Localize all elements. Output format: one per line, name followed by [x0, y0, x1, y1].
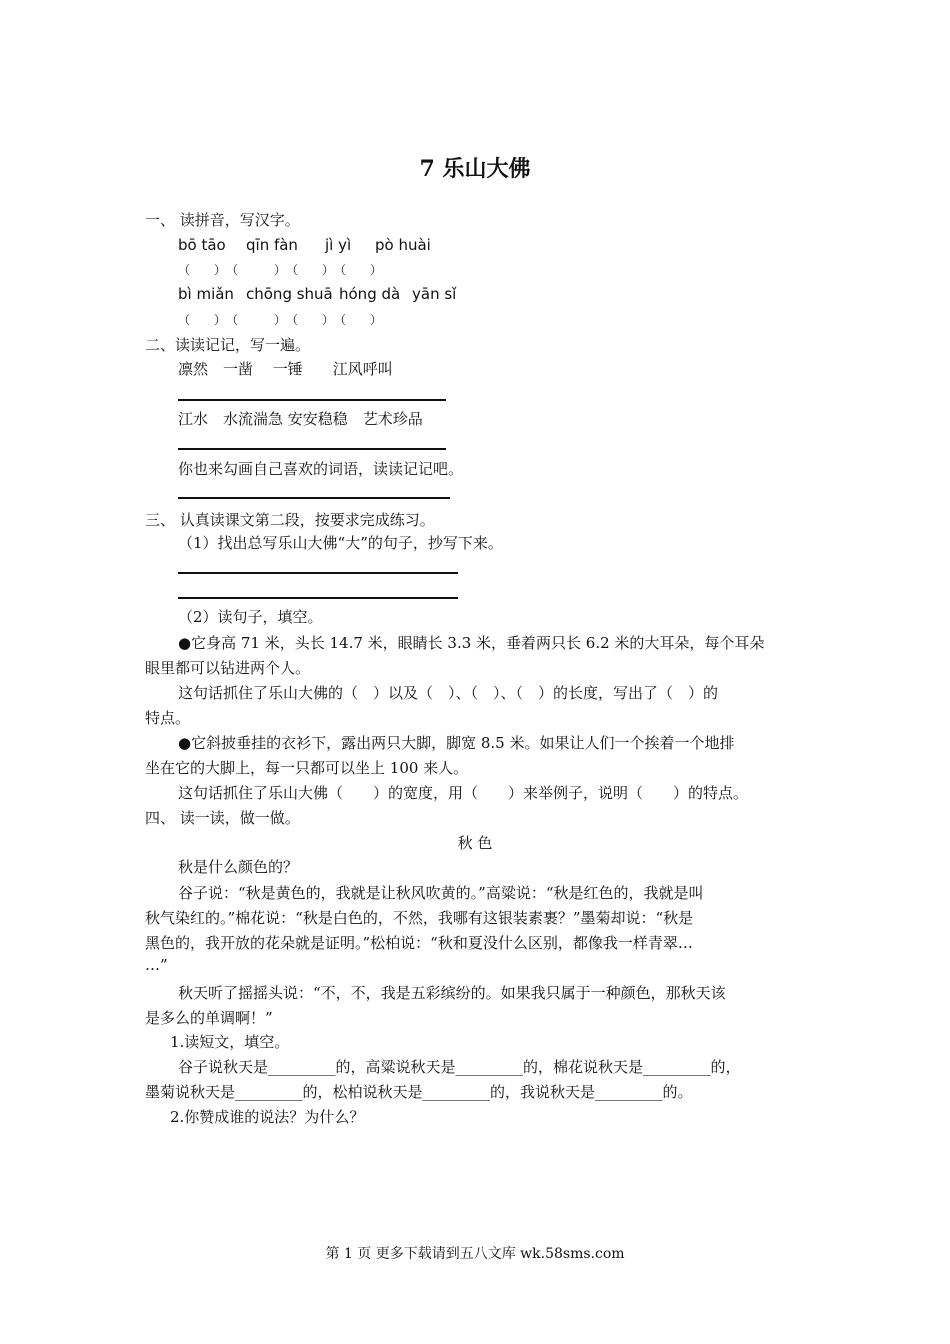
- page-footer: 第 1 页 更多下载请到五八文库 wk.58sms.com: [325, 1246, 625, 1262]
- section4-heading: 四、 读一读，做一做。: [145, 809, 300, 827]
- answer-line: [178, 572, 458, 574]
- fill-text: 特点。: [145, 709, 191, 727]
- fill-text: 墨菊说秋天是_________的，松柏说秋天是_________的，我说秋天是_________的。: [145, 1083, 693, 1101]
- answer-line: [178, 597, 458, 599]
- sentence-text: 坐在它的大脚上，每一只都可以坐上 100 来人。: [145, 759, 469, 777]
- passage-text: 是多么的单调啊！”: [145, 1009, 273, 1027]
- word-list: 凛然 一凿 一锤 江风呼叫: [178, 360, 393, 378]
- fill-text: 谷子说秋天是_________的，高粱说秋天是_________的，棉花说秋天是_________的，: [178, 1058, 741, 1076]
- question-text: （2）读句子，填空。: [178, 608, 323, 626]
- passage-text: 谷子说：“秋是黄色的，我就是让秋风吹黄的。”高粱说：“秋是红色的，我就是叫: [178, 884, 704, 902]
- word-list: 江水 水流湍急 安安稳稳 艺术珍品: [178, 410, 423, 428]
- answer-brackets: （ ） （ ） （ ） （ ）: [178, 313, 383, 327]
- prompt-text: 你也来勾画自己喜欢的词语，读读记记吧。: [178, 460, 464, 478]
- section3-heading: 三、 认真读课文第二段，按要求完成练习。: [145, 511, 435, 529]
- pinyin-item: qīn fàn: [246, 236, 298, 254]
- fill-text: 这句话抓住了乐山大佛（ ）的宽度，用（ ）来举例子，说明（ ）的特点。: [178, 784, 749, 802]
- passage-text: …”: [145, 956, 168, 974]
- pinyin-item: hóng dà: [339, 285, 401, 303]
- passage-text: 黑色的，我开放的花朵就是证明。”松柏说：“秋和夏没什么区别，都像我一样青翠…: [145, 934, 693, 952]
- section1-heading: 一、 读拼音，写汉字。: [145, 211, 300, 229]
- passage-title: 秋 色: [457, 834, 493, 852]
- answer-brackets: （ ） （ ） （ ） （ ）: [178, 263, 383, 277]
- pinyin-item: bì miǎn: [178, 285, 234, 303]
- passage-text: 秋气染红的。”棉花说：“秋是白色的，不然，我哪有这银装素裹？”墨菊却说：“秋是: [145, 909, 694, 927]
- pinyin-item: jì yì: [325, 236, 352, 254]
- pinyin-item: bō tāo: [178, 236, 226, 254]
- question-text: 1.读短文，填空。: [170, 1033, 290, 1051]
- fill-text: 这句话抓住了乐山大佛的（ ）以及（ ）、（ ）、（ ）的长度，写出了（ ）的: [178, 684, 719, 702]
- answer-line: [178, 497, 450, 499]
- section2-heading: 二、读读记记，写一遍。: [145, 336, 311, 354]
- pinyin-item: chōng shuā: [246, 285, 333, 303]
- passage-text: 秋是什么颜色的？: [178, 858, 299, 876]
- question-text: （1）找出总写乐山大佛“大”的句子，抄写下来。: [178, 534, 503, 552]
- sentence-text: 眼里都可以钻进两个人。: [145, 659, 311, 677]
- answer-line: [178, 448, 446, 450]
- question-text: 2.你赞成谁的说法？为什么？: [170, 1108, 365, 1126]
- answer-line: [178, 399, 446, 401]
- passage-text: 秋天听了摇摇头说：“不，不，我是五彩缤纷的。如果我只属于一种颜色，那秋天该: [178, 984, 726, 1002]
- pinyin-item: yān sǐ: [412, 285, 457, 303]
- pinyin-item: pò huài: [375, 236, 431, 254]
- sentence-text: ●它斜披垂挂的衣衫下，露出两只大脚，脚宽 8.5 米。如果让人们一个挨着一个地排: [178, 734, 735, 752]
- sentence-text: ●它身高 71 米，头长 14.7 米，眼睛长 3.3 米，垂着两只长 6.2 米的大耳朵，每个耳朵: [178, 634, 765, 652]
- page-title: 7 乐山大佛: [419, 156, 531, 182]
